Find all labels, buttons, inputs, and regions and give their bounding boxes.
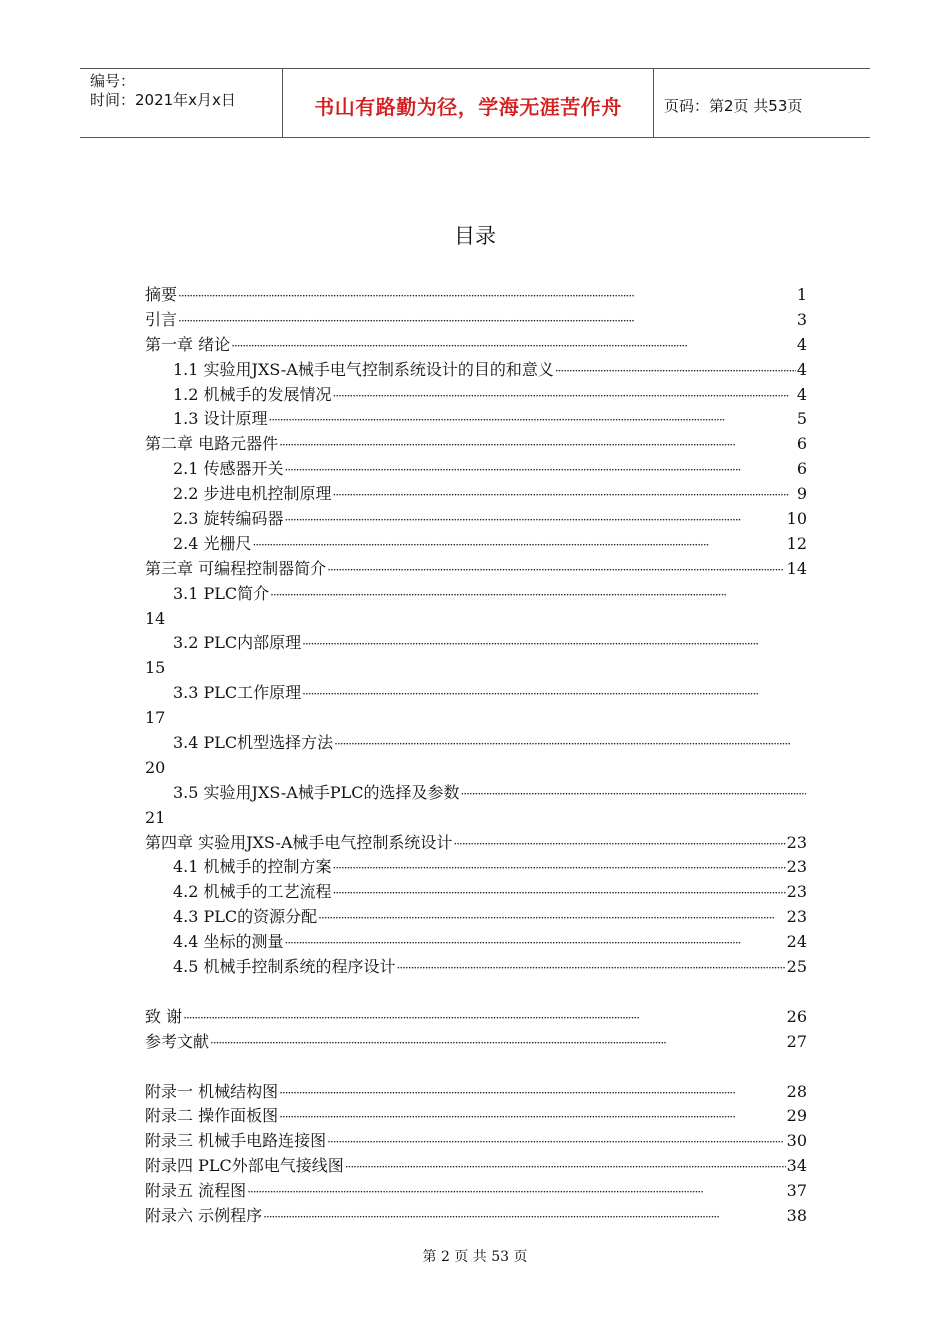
toc-entry-label: 3.5 实验用JXS-A械手PLC的选择及参数 xyxy=(173,782,460,802)
toc-entry-label: 摘要 xyxy=(145,285,178,304)
toc-entry-label: 1.3 设计原理 xyxy=(173,409,268,429)
toc-entry-label: 3.4 PLC机型选择方法 xyxy=(173,733,334,753)
toc-leader-dots xyxy=(302,682,806,706)
toc-entry[interactable] xyxy=(145,308,807,333)
toc-entry-page: 6 xyxy=(796,459,807,479)
toc-entry[interactable] xyxy=(145,383,807,408)
toc-leader-dots xyxy=(333,384,796,408)
toc-entry-label: 2.2 步进电机控制原理 xyxy=(173,484,332,504)
toc-entry[interactable] xyxy=(145,731,807,756)
toc-entry-page: 23 xyxy=(786,907,807,927)
toc-leader-dots xyxy=(183,1006,786,1030)
toc-leader-dots xyxy=(333,856,786,880)
toc-entry[interactable] xyxy=(145,955,807,980)
toc-entry-page: 25 xyxy=(786,957,807,977)
toc-entry-page: 10 xyxy=(786,509,807,529)
toc-entry-page: 23 xyxy=(786,832,807,852)
toc-entry-label: 2.1 传感器开关 xyxy=(173,459,284,479)
toc-entry[interactable] xyxy=(145,781,807,806)
toc-entry-label: 1.1 实验用JXS-A械手电气控制系统设计的目的和意义 xyxy=(173,359,554,379)
toc-leader-dots xyxy=(327,558,786,582)
toc-entry-page: 23 xyxy=(786,882,807,902)
header-page-info: 页码：第2页 共53页 xyxy=(664,96,803,115)
toc-leader-dots xyxy=(178,284,796,308)
toc-entry-label: 附录六 示例程序 xyxy=(145,1205,263,1225)
toc-entry-label: 3.2 PLC内部原理 xyxy=(173,633,302,653)
toc-entry[interactable] xyxy=(145,681,807,706)
toc-entry-wrapped-page xyxy=(145,607,807,632)
toc-entry[interactable] xyxy=(145,1154,807,1179)
toc-leader-dots xyxy=(279,1105,786,1129)
toc-leader-dots xyxy=(334,732,806,756)
toc-entry-page: 4 xyxy=(796,359,807,379)
toc-entry-page: 9 xyxy=(796,484,807,504)
toc-entry[interactable] xyxy=(145,1030,807,1055)
header-motto: 书山有路勤为径，学海无涯苦作舟 xyxy=(314,94,622,119)
toc-entry[interactable] xyxy=(145,358,807,383)
toc-entry-page: 3 xyxy=(796,309,807,329)
toc-entry[interactable] xyxy=(145,457,807,482)
toc-leader-dots xyxy=(460,782,806,806)
toc-leader-dots xyxy=(397,956,786,980)
toc-entry-page: 4 xyxy=(796,384,807,404)
toc-leader-dots xyxy=(345,1155,786,1179)
toc-leader-dots xyxy=(327,1130,786,1154)
toc-leader-dots xyxy=(333,881,786,905)
toc-entry-wrapped-page xyxy=(145,806,807,831)
toc-entry[interactable] xyxy=(145,432,807,457)
toc-entry-label: 3.3 PLC工作原理 xyxy=(173,683,302,703)
toc-entry-label: 4.5 机械手控制系统的程序设计 xyxy=(173,957,396,977)
toc-entry-label: 致 谢 xyxy=(145,1006,183,1026)
toc-entry-page: 21 xyxy=(145,807,166,827)
toc-entry[interactable] xyxy=(145,407,807,432)
toc-entry-label: 附录五 流程图 xyxy=(145,1181,247,1201)
toc-entry-label: 1.2 机械手的发展情况 xyxy=(173,384,332,404)
toc-leader-dots xyxy=(279,1081,786,1105)
toc-entry-page: 34 xyxy=(786,1156,807,1176)
toc-entry-label: 4.2 机械手的工艺流程 xyxy=(173,882,332,902)
header-left-cell xyxy=(80,69,282,137)
toc-entry-wrapped-page xyxy=(145,706,807,731)
toc-entry[interactable] xyxy=(145,831,807,856)
toc-leader-dots xyxy=(279,433,796,457)
toc-entry-page: 27 xyxy=(786,1031,807,1051)
toc-entry-wrapped-page xyxy=(145,756,807,781)
toc-entry-label: 第四章 实验用JXS-A械手电气控制系统设计 xyxy=(145,832,453,852)
toc-leader-dots xyxy=(269,408,796,432)
toc-entry-label: 2.3 旋转编码器 xyxy=(173,509,284,529)
toc-entry-label: 参考文献 xyxy=(145,1031,210,1051)
toc-leader-dots xyxy=(253,533,786,557)
header-number: 编号： xyxy=(90,72,136,90)
toc-entry-page: 1 xyxy=(796,285,807,304)
toc-entry-page: 38 xyxy=(786,1205,807,1225)
toc-leader-dots xyxy=(247,1180,786,1204)
toc-entry[interactable] xyxy=(145,1080,807,1105)
page-header xyxy=(80,68,870,138)
toc-entry[interactable] xyxy=(145,930,807,955)
toc-entry[interactable] xyxy=(145,1104,807,1129)
toc-leader-dots xyxy=(231,334,796,358)
toc-entry-page: 6 xyxy=(796,434,807,454)
toc-entry[interactable] xyxy=(145,333,807,358)
toc-entry-label: 4.3 PLC的资源分配 xyxy=(173,907,318,927)
toc-entry-page: 37 xyxy=(786,1181,807,1201)
toc-leader-dots xyxy=(270,583,806,607)
toc-entry-page: 26 xyxy=(786,1006,807,1026)
toc-entry-page: 4 xyxy=(796,334,807,354)
toc-leader-dots xyxy=(178,309,796,333)
toc-entry-label: 4.4 坐标的测量 xyxy=(173,932,284,952)
toc-leader-dots xyxy=(210,1031,786,1055)
toc-entry[interactable] xyxy=(145,532,807,557)
toc-leader-dots xyxy=(318,906,785,930)
toc-entry-label: 2.4 光栅尺 xyxy=(173,533,252,553)
toc-leader-dots xyxy=(285,458,796,482)
toc-entry-page: 20 xyxy=(145,757,166,777)
toc-entry-page: 30 xyxy=(786,1131,807,1151)
page-footer: 第 2 页 共 53 页 xyxy=(422,1249,528,1265)
toc-entry-page: 17 xyxy=(145,708,166,728)
toc-entry[interactable] xyxy=(145,905,807,930)
toc-entry[interactable] xyxy=(145,482,807,507)
toc-entry-page: 12 xyxy=(786,533,807,553)
toc-entry-label: 4.1 机械手的控制方案 xyxy=(173,857,332,877)
toc-spacer xyxy=(145,980,807,1005)
toc-leader-dots xyxy=(333,483,796,507)
toc-entry-page: 23 xyxy=(786,857,807,877)
toc-entry[interactable] xyxy=(145,283,807,308)
toc-entry-label: 第二章 电路元器件 xyxy=(145,434,279,454)
toc-entry[interactable] xyxy=(145,855,807,880)
toc-entry-wrapped-page xyxy=(145,656,807,681)
toc-entry-label: 附录二 操作面板图 xyxy=(145,1106,279,1126)
toc-leader-dots xyxy=(285,508,786,532)
toc-entry-label: 附录一 机械结构图 xyxy=(145,1081,279,1101)
toc-title: 目录 xyxy=(454,224,496,248)
toc-entry-page: 15 xyxy=(145,658,166,678)
toc-entry[interactable] xyxy=(145,557,807,582)
toc-entry[interactable] xyxy=(145,1129,807,1154)
toc-leader-dots xyxy=(263,1205,786,1229)
toc-entry-label: 附录三 机械手电路连接图 xyxy=(145,1131,327,1151)
toc-entry-page: 14 xyxy=(145,608,166,628)
toc-entry[interactable] xyxy=(145,880,807,905)
toc-entry-label: 引言 xyxy=(145,309,178,329)
toc-leader-dots xyxy=(555,359,796,383)
toc-leader-dots xyxy=(453,832,785,856)
toc-entry-label: 附录四 PLC外部电气接线图 xyxy=(145,1156,344,1176)
toc-entry-label: 第一章 绪论 xyxy=(145,334,231,354)
toc-entry[interactable] xyxy=(145,1179,807,1204)
table-of-contents xyxy=(145,283,807,1229)
header-motto-cell xyxy=(282,69,654,137)
toc-leader-dots xyxy=(285,931,786,955)
toc-entry[interactable] xyxy=(145,631,807,656)
toc-entry-page: 29 xyxy=(786,1106,807,1126)
toc-entry-page: 28 xyxy=(786,1081,807,1101)
header-page-cell xyxy=(654,69,870,137)
toc-entry[interactable] xyxy=(145,1204,807,1229)
toc-entry-page: 24 xyxy=(786,932,807,952)
toc-entry-page: 14 xyxy=(786,558,807,578)
toc-entry-label: 3.1 PLC简介 xyxy=(173,583,270,603)
toc-entry[interactable] xyxy=(145,1005,807,1030)
toc-entry-label: 第三章 可编程控制器简介 xyxy=(145,558,327,578)
header-date: 时间：2021年x月x日 xyxy=(90,91,236,109)
toc-spacer xyxy=(145,1055,807,1080)
toc-entry-page: 5 xyxy=(796,409,807,429)
toc-leader-dots xyxy=(302,632,806,656)
toc-entry[interactable] xyxy=(145,582,807,607)
toc-entry[interactable] xyxy=(145,507,807,532)
